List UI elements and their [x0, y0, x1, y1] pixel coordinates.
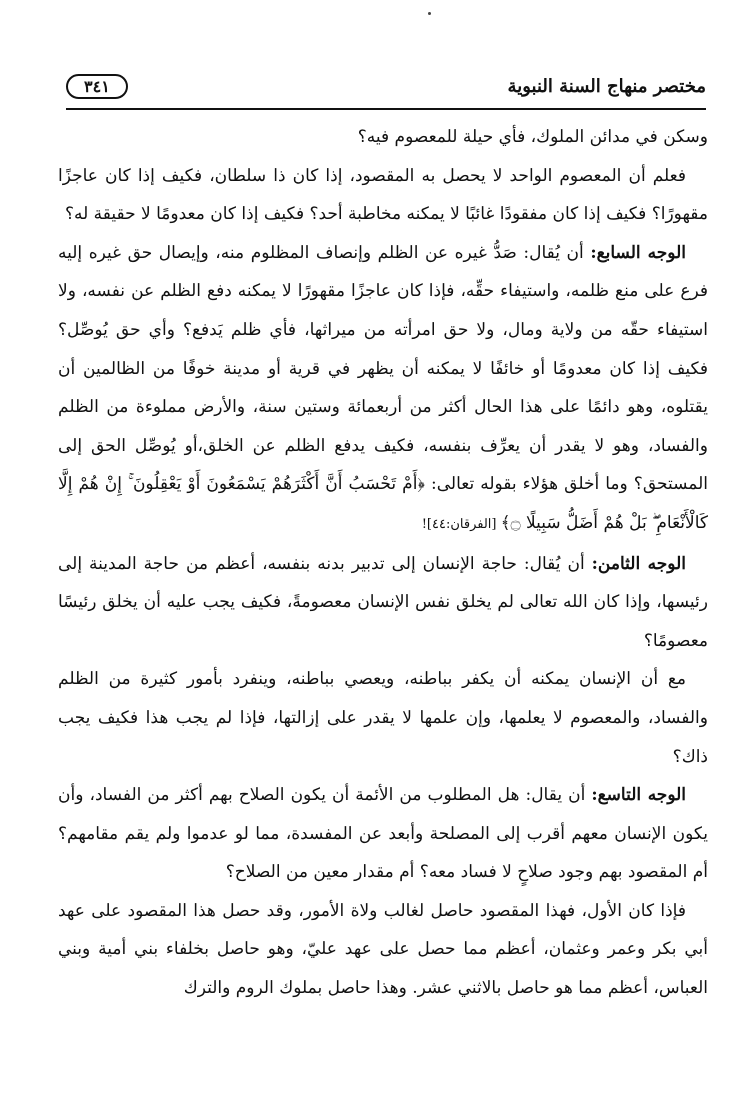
top-dot: [428, 12, 431, 15]
ninth-aspect-text: أن يقال: هل المطلوب من الأئمة أن يكون الصلاح بهم أكثر من الفساد، وأن يكون الإنسان معهم أقرب إلى المصلحة وأبعد عن المفسدة، مما لو عدموا ولم يقم مقامهم؟ أم المقصود بهم وجود صلاحٍ لا فساد معه؟ أم مقدار معين من الصلاح؟: [58, 785, 708, 883]
seventh-aspect-heading: الوجه السابع:: [590, 242, 686, 263]
paragraph-1: وسكن في مدائن الملوك، فأي حيلة للمعصوم فيه؟: [357, 127, 708, 147]
body-text: [58, 118, 708, 1008]
running-title: مختصر منهاج السنة النبوية: [507, 75, 706, 97]
eighth-aspect-text: أن يُقال: حاجة الإنسان إلى تدبير بدنه بنفسه، أعظم من حاجة المدينة إلى رئيسها، وإذا كان الله تعالى لم يخلق نفس الإنسان معصومةً، فكيف يجب عليه أن يخلق رئيسًا معصومًا؟: [58, 553, 708, 651]
ninth-aspect-heading: الوجه التاسع:: [591, 785, 687, 806]
paragraph-6: [58, 776, 708, 892]
eighth-aspect-heading: الوجه الثامن:: [591, 553, 686, 574]
paragraph-7: فإذا كان الأول، فهذا المقصود حاصل لغالب ولاة الأمور، وقد حصل هذا المقصود على عهد أبي بكر وعمر وعثمان، أعظم مما حصل على عهد عليّ، وهو حاصل بخلفاء بني أمية وبني العباس، أعظم مما هو حاصل بالاثني عشر. وهذا حاصل بملوك الروم والترك: [58, 900, 708, 999]
page-header: [66, 66, 706, 106]
seventh-aspect-text: أن يُقال: صَدُّ غيره عن الظلم وإنصاف المظلوم منه، وإيصال حق غيره إليه فرع على منع ظلمه، واستيفاء حقِّه، فإذا كان عاجزًا مقهورًا لا يمكنه دفع الظلم عن نفسه، ولا استيفاء حقّه من ولاية ومال، ولا حق امرأته من ميراثها، فأي ظلم يَدفع؟ وأي حق يُوصِّل؟ فكيف إذا كان معدومًا أو خائفًا لا يمكنه أن يظهر في قرية أو مدينة خوفًا من الظالمين أن يقتلوه، وهو دائمًا على هذا الحال أكثر من أربعمائة وستين سنة، والأرض مملوءة من الظلم والفساد، وهو لا يقدر أن يعرِّف بنفسه، فكيف يدفع الظلم عن الخلق،أو يُوصِّل الحق إلى المستحق؟ وما أخلق هؤلاء بقوله تعالى: ﴿أَمْ تَحْسَبُ أَنَّ أَكْثَرَهُمْ يَسْمَعُونَ أَوْ يَعْقِلُونَ ۚ إِنْ هُمْ إِلَّا كَالْأَنْعَامِ ۖ بَلْ هُمْ أَضَلُّ سَبِيلًا ۝﴾: [58, 242, 708, 533]
paragraph-4: [58, 545, 708, 661]
quran-reference: [الفرقان:٤٤]!: [421, 516, 501, 532]
header-rule: [66, 108, 706, 110]
paragraph-3: [58, 234, 708, 545]
page-number: ٣٤١: [66, 74, 128, 99]
paragraph-5: مع أن الإنسان يمكنه أن يكفر بباطنه، ويعصي بباطنه، وينفرد بأمور كثيرة من الظلم والفساد، والمعصوم لا يعلمها، وإن علمها لا يقدر على إزالتها، فإذا لم يجب هذا فكيف يجب ذاك؟: [58, 669, 708, 767]
paragraph-2: فعلم أن المعصوم الواحد لا يحصل به المقصود، إذا كان ذا سلطان، فكيف إذا كان عاجزًا مقهورًا؟ فكيف إذا كان مفقودًا غائبًا لا يمكنه مخاطبة أحد؟ فكيف إذا كان معدومًا لا حقيقة له؟: [58, 165, 708, 225]
